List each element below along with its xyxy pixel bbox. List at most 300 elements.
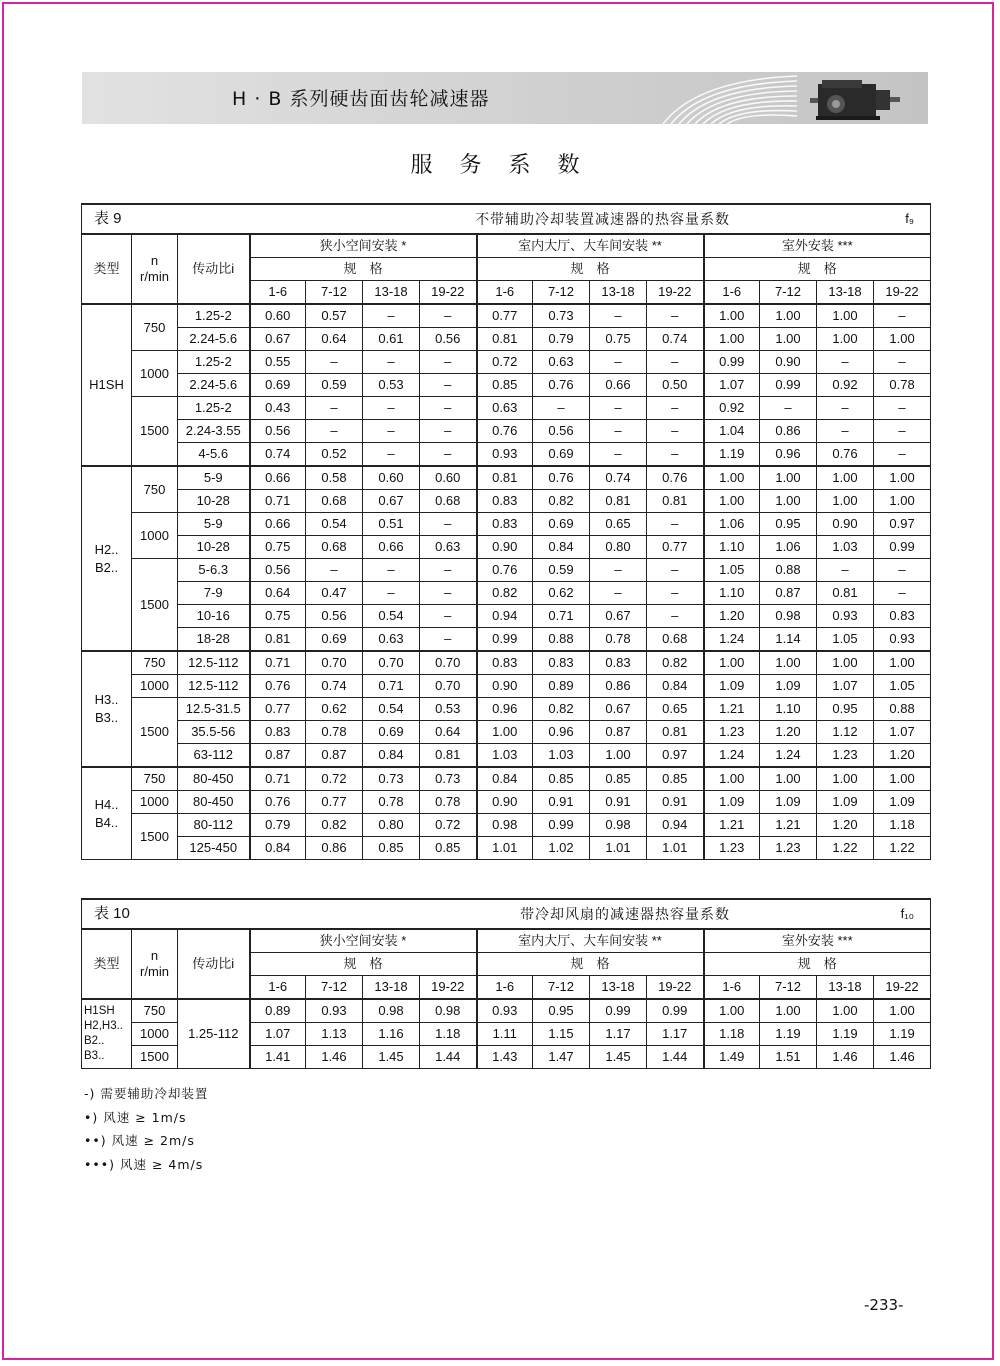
- size-header: 1-6: [250, 281, 306, 305]
- value-cell: 1.46: [817, 1046, 874, 1069]
- header-row-groups: [82, 234, 931, 258]
- value-cell: 1.46: [874, 1046, 931, 1069]
- value-cell: 1.23: [760, 837, 817, 860]
- value-cell: 1.16: [363, 1023, 420, 1046]
- value-cell: 0.64: [250, 582, 306, 605]
- type-label: B2..: [84, 1035, 105, 1047]
- value-cell: –: [420, 582, 477, 605]
- value-cell: –: [363, 582, 420, 605]
- value-cell: 1.21: [760, 814, 817, 837]
- value-cell: 0.99: [647, 999, 704, 1023]
- value-cell: 0.85: [363, 837, 420, 860]
- value-cell: 0.60: [250, 304, 306, 328]
- value-cell: 1.19: [817, 1023, 874, 1046]
- value-cell: 0.83: [477, 490, 533, 513]
- value-cell: 1.00: [817, 328, 874, 351]
- value-cell: 1.03: [817, 536, 874, 559]
- value-cell: 1.07: [817, 675, 874, 698]
- value-cell: 0.90: [760, 351, 817, 374]
- value-cell: 0.88: [874, 698, 931, 721]
- value-cell: 0.83: [477, 513, 533, 536]
- value-cell: –: [647, 420, 704, 443]
- value-cell: 1.20: [817, 814, 874, 837]
- speed-cell: 750: [132, 466, 178, 513]
- value-cell: –: [647, 304, 704, 328]
- size-header: 19-22: [874, 281, 931, 305]
- value-cell: –: [590, 397, 647, 420]
- value-cell: 0.63: [533, 351, 590, 374]
- value-cell: 1.43: [477, 1046, 533, 1069]
- value-cell: 0.97: [647, 744, 704, 768]
- value-cell: 0.65: [590, 513, 647, 536]
- value-cell: 0.93: [477, 999, 533, 1023]
- value-cell: 0.69: [250, 374, 306, 397]
- value-cell: 1.19: [874, 1023, 931, 1046]
- value-cell: –: [363, 304, 420, 328]
- value-cell: 1.09: [760, 675, 817, 698]
- value-cell: 0.81: [647, 721, 704, 744]
- table-row: [82, 651, 931, 675]
- value-cell: 0.56: [250, 420, 306, 443]
- value-cell: 0.78: [590, 628, 647, 652]
- value-cell: 0.60: [420, 466, 477, 490]
- value-cell: 0.80: [590, 536, 647, 559]
- value-cell: –: [647, 351, 704, 374]
- value-cell: 0.81: [477, 328, 533, 351]
- value-cell: 0.43: [250, 397, 306, 420]
- value-cell: 0.84: [647, 675, 704, 698]
- value-cell: 0.73: [363, 767, 420, 791]
- value-cell: 0.63: [420, 536, 477, 559]
- value-cell: 0.91: [647, 791, 704, 814]
- speed-cell: 750: [132, 999, 178, 1023]
- value-cell: 0.62: [533, 582, 590, 605]
- value-cell: 0.84: [250, 837, 306, 860]
- value-cell: 0.59: [306, 374, 363, 397]
- value-cell: –: [420, 397, 477, 420]
- header-stripe-decoration: [657, 72, 797, 124]
- value-cell: 0.89: [533, 675, 590, 698]
- value-cell: –: [306, 397, 363, 420]
- value-cell: 1.00: [874, 999, 931, 1023]
- value-cell: 1.01: [647, 837, 704, 860]
- value-cell: –: [647, 605, 704, 628]
- value-cell: 0.73: [420, 767, 477, 791]
- value-cell: 1.00: [817, 651, 874, 675]
- value-cell: 0.70: [420, 651, 477, 675]
- value-cell: –: [306, 559, 363, 582]
- value-cell: 0.84: [533, 536, 590, 559]
- value-cell: –: [817, 351, 874, 374]
- value-cell: 0.53: [420, 698, 477, 721]
- value-cell: –: [363, 420, 420, 443]
- value-cell: 0.79: [250, 814, 306, 837]
- value-cell: –: [420, 628, 477, 652]
- group-header: 室外安装 ***: [704, 234, 931, 258]
- value-cell: 0.82: [533, 698, 590, 721]
- value-cell: 1.00: [874, 328, 931, 351]
- value-cell: 0.59: [533, 559, 590, 582]
- factor-symbol: f₁₀: [900, 906, 915, 921]
- value-cell: 0.81: [250, 628, 306, 652]
- value-cell: 0.51: [363, 513, 420, 536]
- table-row: [82, 536, 931, 559]
- value-cell: 0.68: [306, 536, 363, 559]
- value-cell: 1.17: [647, 1023, 704, 1046]
- speed-cell: 1000: [132, 675, 178, 698]
- value-cell: 0.76: [477, 420, 533, 443]
- value-cell: 0.83: [533, 651, 590, 675]
- col-header-speed: [132, 234, 178, 304]
- value-cell: 0.81: [647, 490, 704, 513]
- type-cell: H4.. B4..: [82, 767, 132, 860]
- value-cell: 0.80: [363, 814, 420, 837]
- value-cell: 1.44: [420, 1046, 477, 1069]
- size-header: 1-6: [704, 976, 760, 1000]
- value-cell: 0.97: [874, 513, 931, 536]
- value-cell: 1.47: [533, 1046, 590, 1069]
- value-cell: 0.98: [420, 999, 477, 1023]
- ratio-cell: 12.5-112: [178, 675, 250, 698]
- speed-cell: 1500: [132, 397, 178, 467]
- footnote: -) 需要辅助冷却装置: [84, 1086, 209, 1101]
- table-label: 表 9: [94, 210, 122, 227]
- caption-wrapper: [82, 205, 930, 233]
- value-cell: 0.72: [306, 767, 363, 791]
- value-cell: 0.93: [874, 628, 931, 652]
- value-cell: 1.00: [704, 328, 760, 351]
- type-cell: H1SH: [82, 304, 132, 466]
- value-cell: 0.70: [306, 651, 363, 675]
- header-band: [82, 72, 928, 124]
- value-cell: 0.90: [477, 675, 533, 698]
- page-title: 服 务 系 数: [410, 153, 590, 178]
- value-cell: 0.71: [250, 767, 306, 791]
- value-cell: 1.07: [874, 721, 931, 744]
- type-cell: H2.. B2..: [82, 466, 132, 651]
- value-cell: 1.21: [704, 814, 760, 837]
- table-row: [82, 721, 931, 744]
- value-cell: 0.74: [306, 675, 363, 698]
- value-cell: 0.99: [590, 999, 647, 1023]
- speed-cell: 750: [132, 304, 178, 351]
- value-cell: 0.83: [874, 605, 931, 628]
- value-cell: –: [874, 582, 931, 605]
- speed-cell: 1500: [132, 559, 178, 652]
- value-cell: 1.18: [420, 1023, 477, 1046]
- table-10: [81, 898, 931, 1069]
- value-cell: 0.90: [477, 536, 533, 559]
- group-header: 室外安装 ***: [704, 929, 931, 953]
- size-header: 7-12: [760, 281, 817, 305]
- table-row: [82, 443, 931, 467]
- value-cell: 0.83: [590, 651, 647, 675]
- type-cell: [82, 999, 132, 1069]
- table-title: 带冷却风扇的减速器热容量系数: [520, 906, 731, 922]
- value-cell: 0.84: [363, 744, 420, 768]
- table-row: [82, 814, 931, 837]
- value-cell: 1.23: [704, 837, 760, 860]
- value-cell: 1.05: [874, 675, 931, 698]
- value-cell: –: [874, 420, 931, 443]
- value-cell: 1.00: [817, 999, 874, 1023]
- value-cell: –: [647, 513, 704, 536]
- value-cell: 1.00: [817, 304, 874, 328]
- value-cell: 0.74: [590, 466, 647, 490]
- value-cell: 0.52: [306, 443, 363, 467]
- value-cell: 1.10: [704, 582, 760, 605]
- ratio-cell: 80-112: [178, 814, 250, 837]
- value-cell: 0.54: [363, 605, 420, 628]
- value-cell: 0.61: [363, 328, 420, 351]
- size-header: 19-22: [647, 976, 704, 1000]
- size-header: 7-12: [760, 976, 817, 1000]
- value-cell: –: [590, 351, 647, 374]
- value-cell: 0.54: [363, 698, 420, 721]
- value-cell: –: [647, 443, 704, 467]
- value-cell: 0.55: [250, 351, 306, 374]
- value-cell: 0.70: [363, 651, 420, 675]
- header-row-groups: [82, 929, 931, 953]
- value-cell: 0.93: [306, 999, 363, 1023]
- value-cell: –: [420, 443, 477, 467]
- value-cell: 1.05: [817, 628, 874, 652]
- table-caption: [82, 204, 931, 234]
- value-cell: 1.01: [590, 837, 647, 860]
- value-cell: 1.24: [760, 744, 817, 768]
- value-cell: –: [420, 374, 477, 397]
- col-header-ratio: 传动比i: [178, 234, 250, 304]
- value-cell: 0.68: [306, 490, 363, 513]
- header-title: H · B 系列硬齿面齿轮减速器: [232, 88, 490, 110]
- value-cell: 0.79: [533, 328, 590, 351]
- value-cell: –: [817, 559, 874, 582]
- speed-cell: 1500: [132, 814, 178, 860]
- value-cell: –: [420, 605, 477, 628]
- size-header: 7-12: [306, 976, 363, 1000]
- ratio-cell: 1.25-112: [178, 999, 250, 1069]
- value-cell: –: [817, 397, 874, 420]
- speed-cell: 750: [132, 767, 178, 791]
- value-cell: 1.23: [704, 721, 760, 744]
- value-cell: 0.69: [533, 513, 590, 536]
- value-cell: 1.00: [704, 767, 760, 791]
- table-title: 不带辅助冷却装置减速器的热容量系数: [475, 211, 731, 227]
- value-cell: 0.90: [477, 791, 533, 814]
- value-cell: 1.04: [704, 420, 760, 443]
- value-cell: 0.86: [306, 837, 363, 860]
- value-cell: 0.57: [306, 304, 363, 328]
- value-cell: 0.78: [874, 374, 931, 397]
- group-header: 狭小空间安装 *: [250, 929, 477, 953]
- value-cell: 1.00: [817, 490, 874, 513]
- ratio-cell: 35.5-56: [178, 721, 250, 744]
- value-cell: 0.74: [647, 328, 704, 351]
- value-cell: 0.82: [533, 490, 590, 513]
- value-cell: 0.84: [477, 767, 533, 791]
- ratio-cell: 12.5-31.5: [178, 698, 250, 721]
- value-cell: 1.19: [704, 443, 760, 467]
- size-header: 1-6: [704, 281, 760, 305]
- ratio-cell: 1.25-2: [178, 304, 250, 328]
- value-cell: 0.50: [647, 374, 704, 397]
- value-cell: 0.64: [420, 721, 477, 744]
- footnote: •••) 风速 ≥ 4m/s: [84, 1156, 204, 1172]
- table-row: [82, 351, 931, 374]
- value-cell: –: [590, 304, 647, 328]
- group-header: 室内大厅、大车间安装 **: [477, 234, 704, 258]
- col-header-ratio: 传动比i: [178, 929, 250, 999]
- ratio-cell: 63-112: [178, 744, 250, 768]
- table-row: [82, 420, 931, 443]
- ratio-cell: 2.24-5.6: [178, 328, 250, 351]
- speed-symbol: n: [150, 948, 159, 963]
- value-cell: 1.45: [363, 1046, 420, 1069]
- value-cell: 0.72: [477, 351, 533, 374]
- ratio-cell: 12.5-112: [178, 651, 250, 675]
- value-cell: 0.78: [306, 721, 363, 744]
- value-cell: 0.85: [420, 837, 477, 860]
- value-cell: 0.77: [647, 536, 704, 559]
- value-cell: –: [647, 559, 704, 582]
- page-number: -233-: [864, 1296, 904, 1314]
- size-header: 1-6: [477, 281, 533, 305]
- value-cell: 0.87: [760, 582, 817, 605]
- value-cell: 1.10: [704, 536, 760, 559]
- value-cell: 0.76: [647, 466, 704, 490]
- value-cell: 1.00: [874, 466, 931, 490]
- value-cell: 0.68: [647, 628, 704, 652]
- value-cell: –: [647, 397, 704, 420]
- value-cell: –: [420, 513, 477, 536]
- speed-unit: r/min: [140, 964, 169, 979]
- value-cell: 1.44: [647, 1046, 704, 1069]
- value-cell: –: [760, 397, 817, 420]
- footnote: ••) 风速 ≥ 2m/s: [84, 1133, 195, 1148]
- value-cell: 1.24: [704, 628, 760, 652]
- value-cell: 0.56: [420, 328, 477, 351]
- value-cell: –: [363, 443, 420, 467]
- value-cell: 1.20: [704, 605, 760, 628]
- value-cell: –: [306, 420, 363, 443]
- value-cell: 0.58: [306, 466, 363, 490]
- value-cell: 0.63: [477, 397, 533, 420]
- spec-header: 规 格: [250, 258, 477, 281]
- ratio-cell: 80-450: [178, 791, 250, 814]
- table-row: [82, 628, 931, 652]
- speed-cell: 1000: [132, 1023, 178, 1046]
- value-cell: 1.20: [874, 744, 931, 768]
- value-cell: 0.83: [477, 651, 533, 675]
- table-row: [82, 374, 931, 397]
- value-cell: –: [533, 397, 590, 420]
- value-cell: 0.98: [760, 605, 817, 628]
- value-cell: 0.66: [250, 513, 306, 536]
- size-header: 13-18: [363, 281, 420, 305]
- ratio-cell: 5-6.3: [178, 559, 250, 582]
- table-row: [82, 328, 931, 351]
- value-cell: 0.87: [306, 744, 363, 768]
- value-cell: 0.99: [874, 536, 931, 559]
- ratio-cell: 125-450: [178, 837, 250, 860]
- value-cell: 0.75: [250, 536, 306, 559]
- value-cell: 1.12: [817, 721, 874, 744]
- size-header: 13-18: [817, 976, 874, 1000]
- value-cell: 0.76: [250, 675, 306, 698]
- value-cell: 1.00: [817, 466, 874, 490]
- spec-header: 规 格: [704, 258, 931, 281]
- ratio-cell: 5-9: [178, 513, 250, 536]
- value-cell: 0.66: [363, 536, 420, 559]
- table-row: [82, 397, 931, 420]
- type-cell: H3.. B3..: [82, 651, 132, 767]
- group-header: 室内大厅、大车间安装 **: [477, 929, 704, 953]
- value-cell: 1.21: [704, 698, 760, 721]
- value-cell: 1.13: [306, 1023, 363, 1046]
- ratio-cell: 10-16: [178, 605, 250, 628]
- ratio-cell: 1.25-2: [178, 397, 250, 420]
- value-cell: 0.99: [533, 814, 590, 837]
- value-cell: 0.92: [704, 397, 760, 420]
- value-cell: 0.56: [533, 420, 590, 443]
- ratio-cell: 7-9: [178, 582, 250, 605]
- size-header: 13-18: [590, 281, 647, 305]
- size-header: 19-22: [874, 976, 931, 1000]
- value-cell: 1.02: [533, 837, 590, 860]
- value-cell: 0.91: [533, 791, 590, 814]
- value-cell: 1.03: [477, 744, 533, 768]
- size-header: 1-6: [477, 976, 533, 1000]
- value-cell: 0.88: [760, 559, 817, 582]
- value-cell: 0.95: [817, 698, 874, 721]
- size-header: 7-12: [533, 281, 590, 305]
- value-cell: 0.76: [817, 443, 874, 467]
- value-cell: 0.96: [477, 698, 533, 721]
- value-cell: 0.76: [533, 466, 590, 490]
- value-cell: –: [874, 397, 931, 420]
- value-cell: –: [590, 443, 647, 467]
- value-cell: –: [420, 420, 477, 443]
- value-cell: 0.53: [363, 374, 420, 397]
- value-cell: 0.93: [477, 443, 533, 467]
- value-cell: 1.00: [874, 490, 931, 513]
- value-cell: –: [420, 351, 477, 374]
- table-row: [82, 605, 931, 628]
- value-cell: 1.00: [760, 466, 817, 490]
- speed-cell: 750: [132, 651, 178, 675]
- value-cell: 1.00: [874, 651, 931, 675]
- value-cell: 0.99: [477, 628, 533, 652]
- value-cell: 1.05: [704, 559, 760, 582]
- value-cell: 0.73: [533, 304, 590, 328]
- value-cell: 0.77: [250, 698, 306, 721]
- value-cell: 1.00: [590, 744, 647, 768]
- value-cell: 0.64: [306, 328, 363, 351]
- value-cell: 0.86: [760, 420, 817, 443]
- value-cell: 0.85: [647, 767, 704, 791]
- value-cell: –: [874, 443, 931, 467]
- speed-unit: r/min: [140, 269, 169, 284]
- size-header: 7-12: [306, 281, 363, 305]
- value-cell: 0.68: [420, 490, 477, 513]
- value-cell: 1.46: [306, 1046, 363, 1069]
- value-cell: 1.20: [760, 721, 817, 744]
- value-cell: 0.90: [817, 513, 874, 536]
- value-cell: 0.76: [250, 791, 306, 814]
- footnotes: [84, 1082, 208, 1176]
- value-cell: 1.10: [760, 698, 817, 721]
- value-cell: 0.71: [250, 651, 306, 675]
